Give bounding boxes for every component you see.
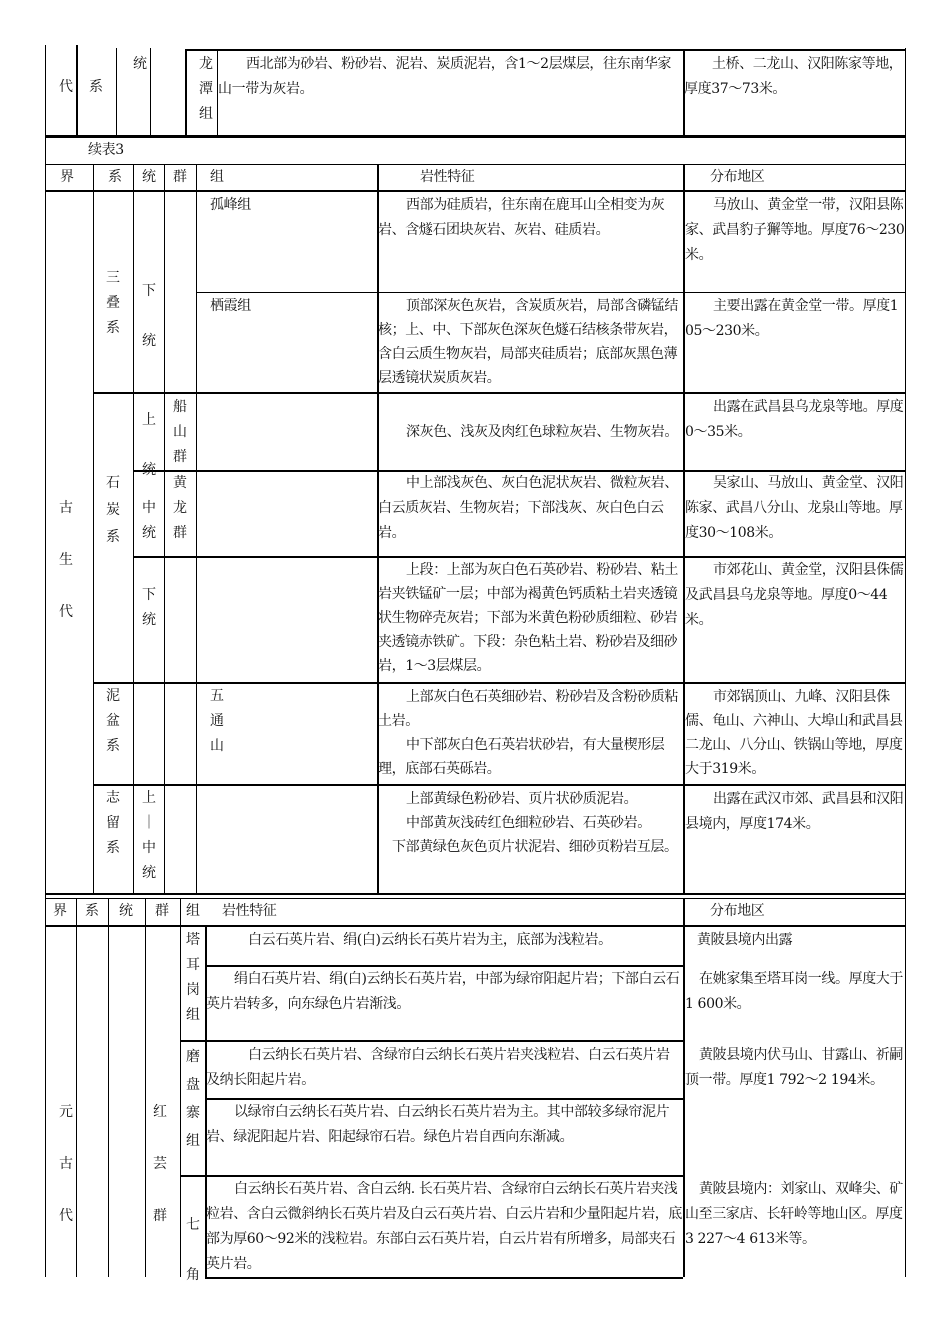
- lithology-qijiao: 白云纳长石英片岩、含白云纳. 长石英片岩、含绿帘白云纳长石英片岩夹浅粒岩、含白云微斜纳长石英片岩及白云石英片岩、白云片岩和少量阳起片岩，底部为厚60～92米的浅粒岩。东部白云石英片岩，白云片岩有所增多，局部夹石英片岩。: [206, 1181, 682, 1272]
- system-silurian: 志留系: [106, 790, 120, 856]
- lithology-devonian-upper: 上部灰白色石英细砂岩、粉砂岩及含粉砂质粘土岩。: [378, 689, 678, 729]
- table-border-line: [180, 898, 181, 1277]
- table-border-line: [164, 164, 165, 893]
- table-border-line: [108, 898, 109, 1277]
- lithology-devonian: [378, 685, 683, 781]
- table-border-line: [93, 784, 905, 786]
- table-border-line: [93, 392, 905, 394]
- lithology-lower-carboniferous: 上段：上部为灰白色石英砂岩、粉砂岩、粘土岩夹铁锰矿一层；中部为褐黄色钙质粘土岩夹透镜状生物碎壳灰岩；下部为米黄色粉砂质细粒、砂岩夹透镜赤铁矿。下段：杂色粘土岩、粉砂岩及细砂岩，1～3层煤层。: [378, 562, 678, 674]
- table-border-line: [76, 898, 77, 1277]
- lithology-silurian-upper: 上部黄绿色粉砂岩、页片状砂质泥岩。: [406, 791, 638, 807]
- header2-distribution: 分布地区: [710, 903, 765, 919]
- distribution-silurian: 出露在武汉市郊、武昌县和汉阳县境内，厚度174米。: [685, 791, 904, 832]
- lithology-mopanzhai-1: 白云纳长石英片岩、含绿帘白云纳长石英片岩夹浅粒岩、白云石英片岩及纳长阳起片岩。: [206, 1047, 670, 1088]
- header2-era: 界: [53, 903, 67, 919]
- lithology-mopanzhai-2: 以绿帘白云纳长石英片岩、白云纳长石英片岩为主。其中部较多绿帘泥片岩、绿泥阳起片岩、阳起绿帘石岩。绿色片岩自西向东渐减。: [206, 1104, 670, 1145]
- formation-wutongshan: 五通山: [210, 688, 224, 754]
- system-devonian: 泥盆系: [106, 688, 120, 754]
- header-era: 界: [60, 169, 74, 185]
- system-cell: 系: [89, 79, 103, 95]
- table-border-line: [205, 1277, 683, 1279]
- formation-qixia: 栖霞组: [210, 298, 251, 314]
- group-hongyun: 红芸群: [153, 1104, 167, 1224]
- header2-group: 群: [155, 903, 169, 919]
- table-border-line: [45, 925, 905, 927]
- lithology-taergang-1: 白云石英片岩、绢(白)云纳长石英片岩为主，底部为浅粒岩。: [248, 932, 612, 948]
- distribution-taergang-1: 黄陂县境内出露: [697, 932, 793, 948]
- lithology-gufeng: 西部为硅质岩，往东南在鹿耳山全相变为灰岩、含燧石团块灰岩、灰岩、硅质岩。: [378, 197, 665, 238]
- table-border-line: [45, 45, 46, 1277]
- table-border-line: [133, 164, 134, 893]
- lithology-silurian-lower: 下部黄绿色灰色页片状泥岩、细砂页粉岩互层。: [392, 839, 678, 855]
- era-cell: 代: [59, 79, 73, 95]
- table-border-line: [76, 45, 78, 135]
- distribution-qixia: 主要出露在黄金堂一带。厚度105～230米。: [685, 298, 899, 339]
- header-lithology: 岩性特征: [420, 169, 475, 185]
- distribution-chuanshan: 出露在武昌县乌龙泉等地。厚度0～35米。: [685, 399, 904, 440]
- distribution-gufeng: 马放山、黄金堂一带，汉阳县陈家、武昌豹子獬等地。厚度76～230米。: [685, 197, 905, 263]
- distribution-devonian: 市郊锅顶山、九峰、汉阳县侏儒、龟山、六神山、大埠山和武昌县二龙山、八分山、铁锅山等地，厚度大于319米。: [685, 689, 903, 777]
- table-border-line: [905, 48, 906, 1277]
- series-upper: 上统: [142, 412, 156, 478]
- header2-formation: 组: [186, 903, 200, 919]
- table-border-line: [185, 49, 905, 51]
- table-border-line: [150, 48, 151, 135]
- table-border-line: [196, 292, 905, 293]
- group-huanglong: 黄龙群: [173, 475, 187, 541]
- formation-cell: 龙潭组: [199, 56, 213, 122]
- distribution-lower-carboniferous: 市郊花山、黄金堂，汉阳县侏儒及武昌县乌龙泉等地。厚度0～44米。: [685, 562, 904, 628]
- lithology-huanglong: 中上部浅灰色、灰白色泥状灰岩、微粒灰岩、白云质灰岩、生物灰岩；下部浅灰、灰白色白云岩。: [378, 475, 678, 541]
- header-series: 统: [142, 169, 156, 185]
- table-border-line: [45, 893, 905, 895]
- table-border-line: [116, 48, 117, 135]
- continuation-label: 续表3: [88, 142, 124, 158]
- header-group: 群: [173, 169, 187, 185]
- distribution-mopanzhai: 黄陂县境内伏马山、甘露山、祈嗣顶一带。厚度1 792～2 194米。: [685, 1047, 903, 1088]
- era-proterozoic: 元古代: [59, 1104, 73, 1224]
- lithology-devonian-lower: 中下部灰白色石英岩状砂岩，有大量楔形层理，底部石英砾岩。: [378, 737, 665, 777]
- series-cell: 统: [133, 56, 147, 72]
- distribution-huanglong: 吴家山、马放山、黄金堂、汉阳陈家、武昌八分山、龙泉山等地。厚度30～108米。: [685, 475, 904, 541]
- formation-mopanzhai: 磨盘寨组: [186, 1049, 200, 1149]
- formation-taergang: 塔耳岗组: [186, 932, 200, 1023]
- era-paleozoic: 古生代: [59, 500, 73, 620]
- header2-system: 系: [85, 903, 99, 919]
- table-border-line: [185, 49, 187, 135]
- distribution-qijiao: 黄陂县境内：刘家山、双峰尖、矿山至三家店、长轩岭等地山区。厚度3 227～4 613米等。: [685, 1181, 903, 1247]
- lithology-qixia: 顶部深灰色灰岩，含炭质灰岩，局部含磷锰结核；上、中、下部灰色深灰色燧石结核条带灰岩，含白云质生物灰岩，局部夹硅质岩；底部灰黑色薄层透镜状炭质灰岩。: [378, 298, 678, 386]
- lithology-chuanshan: 深灰色、浅灰及肉红色球粒灰岩、生物灰岩。: [406, 424, 678, 440]
- header-formation: 组: [210, 169, 224, 185]
- header2-series: 统: [119, 903, 133, 919]
- group-chuanshan: 船山群: [173, 399, 187, 465]
- table-border-line: [145, 898, 146, 1277]
- table-border-line: [45, 137, 905, 138]
- system-carboniferous: 石炭系: [106, 475, 120, 545]
- lithology-silurian-middle: 中部黄灰浅砖红色细粒砂岩、石英砂岩。: [406, 815, 651, 831]
- lithology-silurian: [378, 787, 683, 859]
- series-triassic: 下统: [142, 283, 156, 349]
- series-middle: 中统: [142, 500, 156, 541]
- lithology-taergang-2: 绢白石英片岩、绢(白)云纳长石英片岩，中部为绿帘阳起片岩；下部白云石英片岩转多，向东绿色片岩渐浅。: [206, 971, 680, 1012]
- formation-gufeng: 孤峰组: [210, 197, 251, 213]
- table-border-line: [45, 898, 905, 899]
- series-silurian: 上｜中统: [142, 790, 156, 881]
- distribution-cell: 土桥、二龙山、汉阳陈家等地，厚度37～73米。: [684, 56, 903, 97]
- lithology-cell: 西北部为砂岩、粉砂岩、泥岩、炭质泥岩，含1～2层煤层，往东南华家山一带为灰岩。: [218, 56, 672, 97]
- table-border-line: [93, 164, 94, 893]
- header2-lithology: 岩性特征: [222, 903, 277, 919]
- table-border-line: [196, 164, 197, 893]
- header-system: 系: [108, 169, 122, 185]
- header-distribution: 分布地区: [710, 169, 765, 185]
- formation-qijiao: 七角: [186, 1217, 200, 1283]
- distribution-taergang-2: 在姚家集至塔耳岗一线。厚度大于1 600米。: [685, 971, 903, 1012]
- table-border-line: [180, 1040, 683, 1042]
- series-lower: 下统: [142, 587, 156, 628]
- system-triassic: 三叠系: [106, 270, 120, 336]
- table-border-line: [45, 190, 905, 192]
